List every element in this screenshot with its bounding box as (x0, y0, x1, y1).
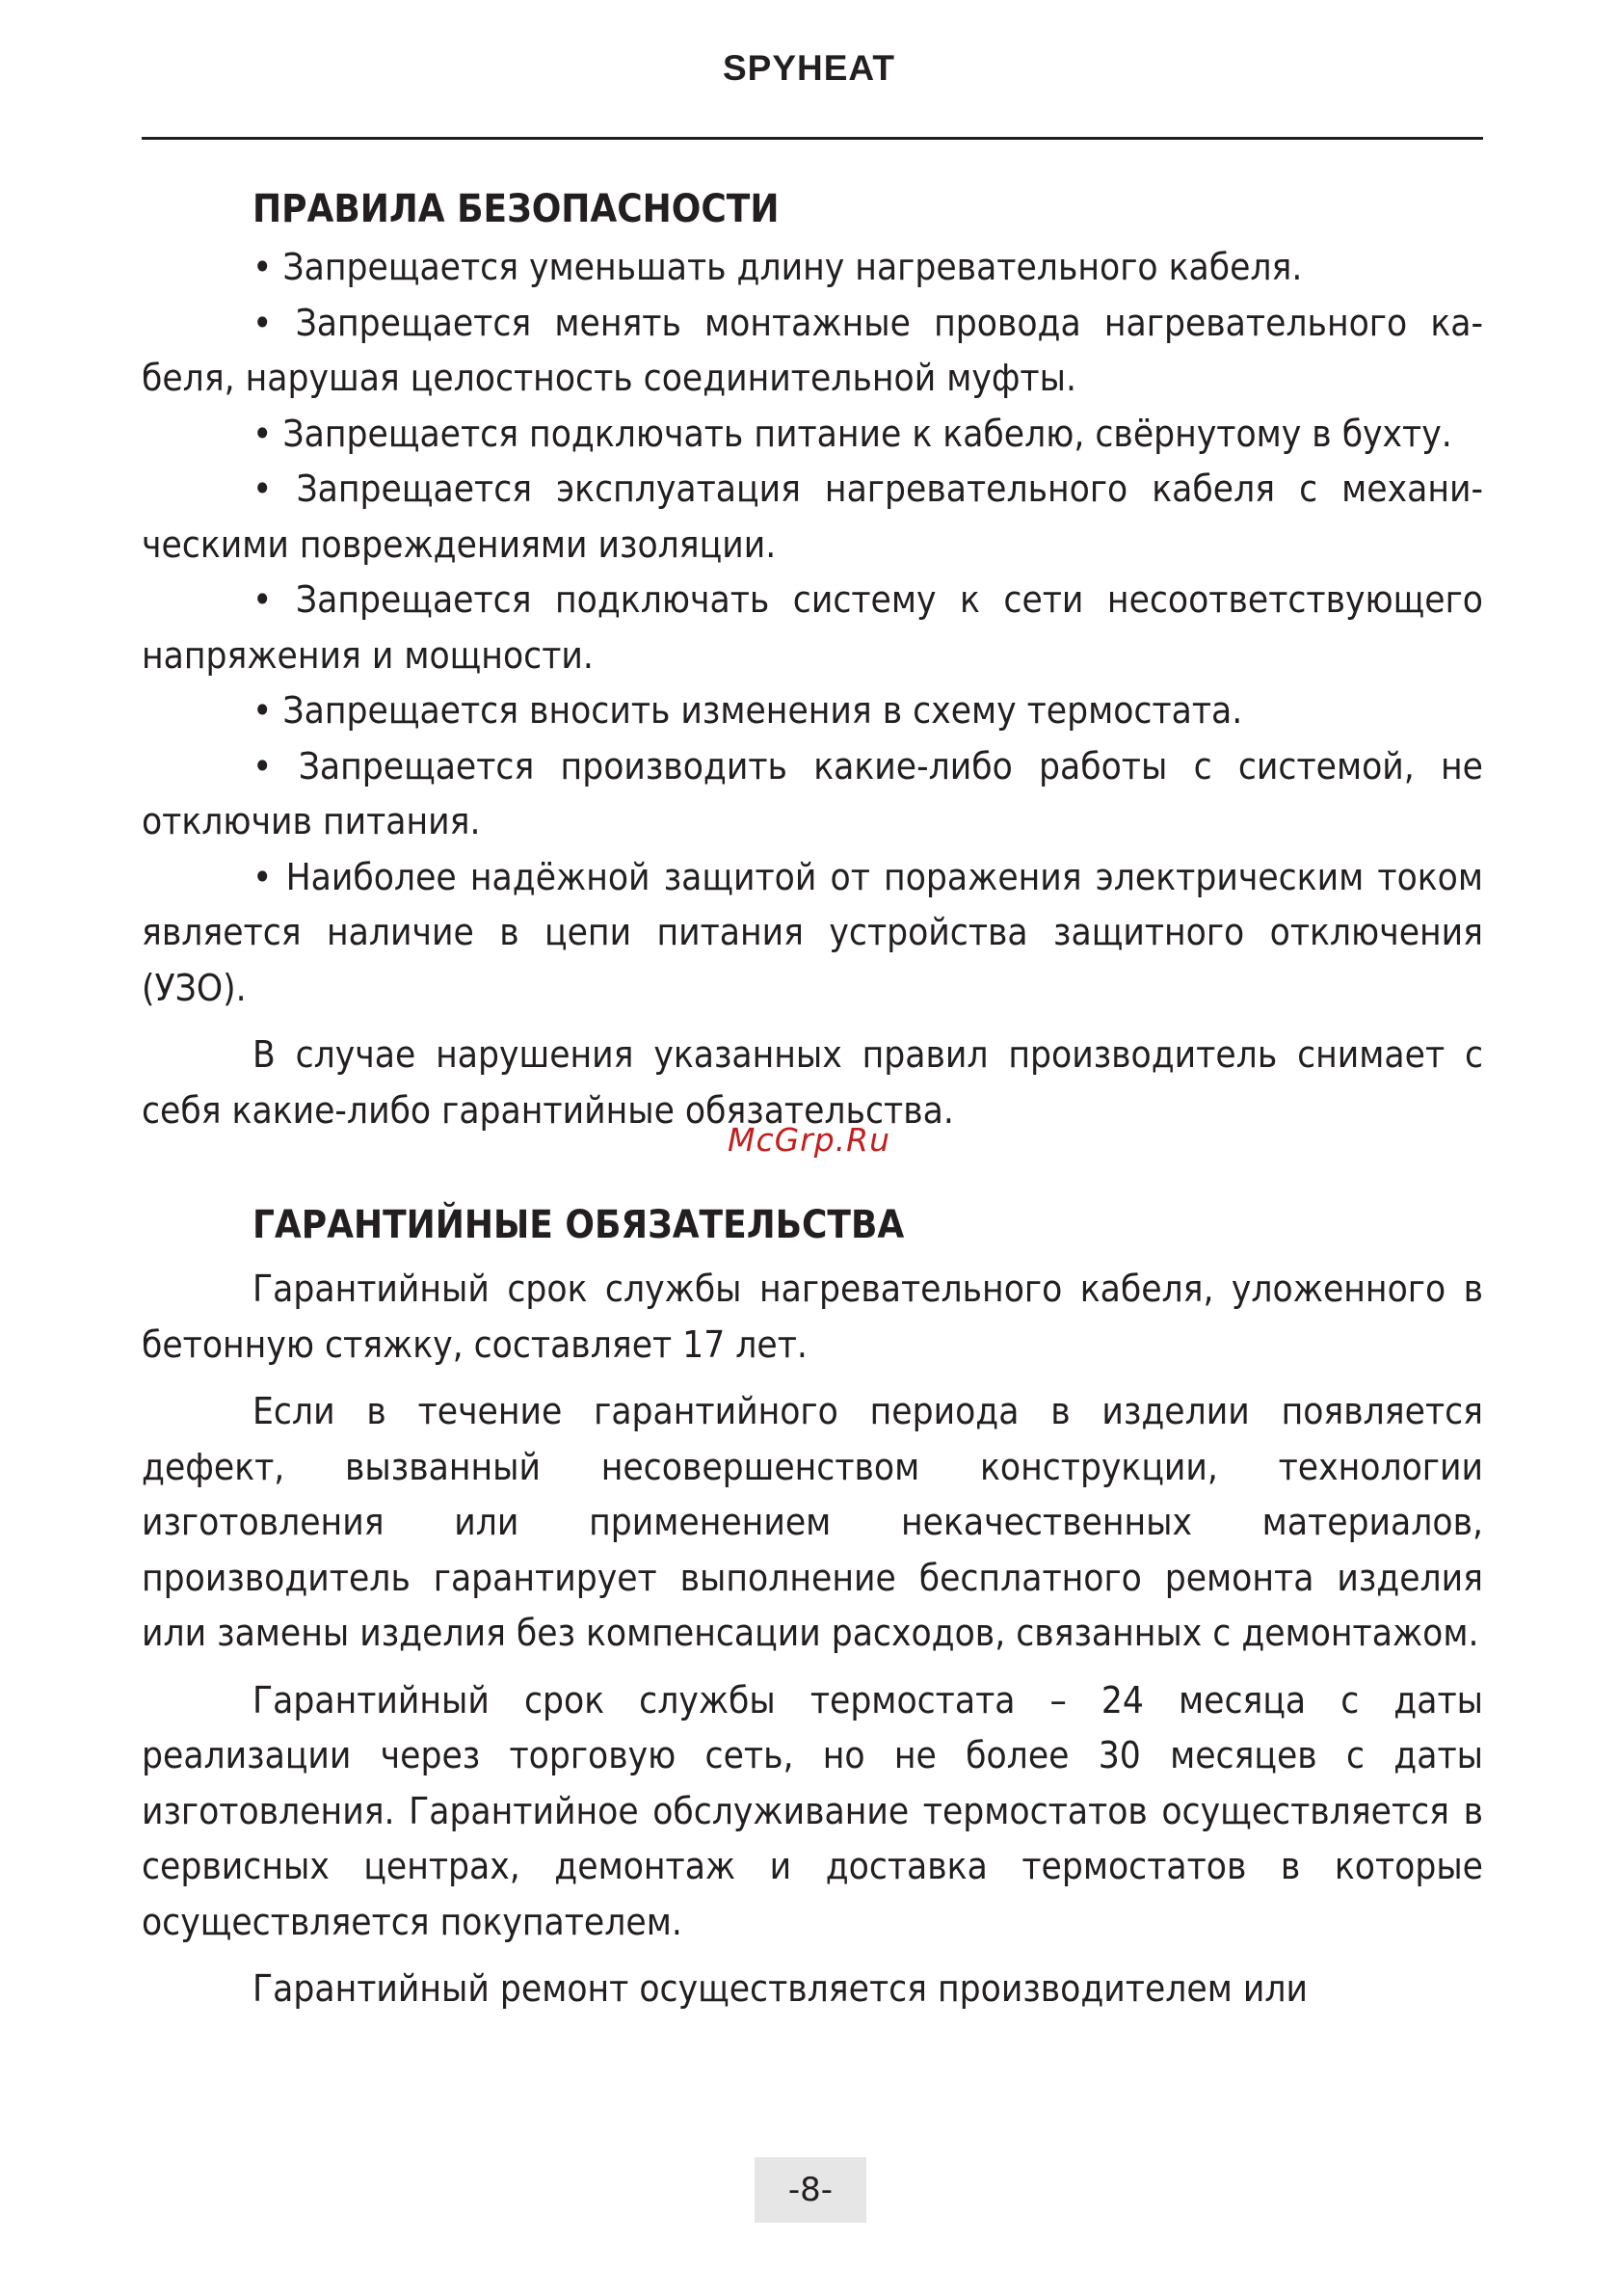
header-brand: SPYHEAT (722, 48, 895, 88)
safety-rule: • Запрещается менять монтажные провода нагревательного кабеля, нарушая целостность соединительной муфты. (142, 301, 1483, 400)
safety-rule: • Запрещается эксплуатация нагревательного кабеля с механическими повреждениями изоляции. (142, 467, 1483, 567)
safety-rule: • Запрещается подключать систему к сети несоответствующего напряжения и мощности. (142, 578, 1483, 678)
safety-rule: • Запрещается производить какие-либо работы с системой, не отключив питания. (142, 744, 1483, 843)
warranty-paragraph: Гарантийный ремонт осуществляется производителем или (252, 1967, 1309, 2011)
safety-rule: • Запрещается уменьшать длину нагревательного кабеля. (252, 246, 1303, 289)
safety-rule: • Запрещается подключать питание к кабелю, свёрнутому в бухту. (252, 412, 1452, 456)
section-title-warranty: ГАРАНТИЙНЫЕ ОБЯЗАТЕЛЬСТВА (252, 1203, 905, 1247)
safety-note: В случае нарушения указанных правил производитель снимает с себя какие-либо гарантийные обязательства. (142, 1033, 1483, 1133)
watermark-link[interactable]: McGrp.Ru (727, 1121, 891, 1159)
safety-rule: • Наиболее надёжной защитой от поражения электрическим током является наличие в цепи питания устройства защитного отключения (УЗО). (142, 855, 1483, 1010)
safety-rule: • Запрещается вносить изменения в схему термостата. (252, 689, 1243, 733)
section-title-safety: ПРАВИЛА БЕЗОПАСНОСТИ (252, 187, 780, 231)
warranty-paragraph: Если в течение гарантийного периода в изделии появляется дефект, вызванный несовершенством конструкции, технологии изготовления или применением некачественных материалов, производитель гарантирует выполнение бесплатного ремонта изделия или замены изделия без компенсации расходов, связанных с демонтажом. (142, 1390, 1483, 1655)
warranty-paragraph: Гарантийный срок службы нагревательного кабеля, уложенного в бетонную стяжку, составляет 17 лет. (142, 1268, 1483, 1367)
page-content (142, 178, 1483, 2017)
page-number: -8- (755, 2157, 866, 2223)
header-divider (142, 137, 1483, 140)
warranty-paragraph: Гарантийный срок службы термостата – 24 месяца с даты реализации через торговую сеть, но не более 30 месяцев с даты изготовления. Гарантийное обслуживание термостатов осуществляется в сервисных центрах, демонтаж и доставка термостатов в которые осуществляется покупателем. (142, 1678, 1483, 1944)
